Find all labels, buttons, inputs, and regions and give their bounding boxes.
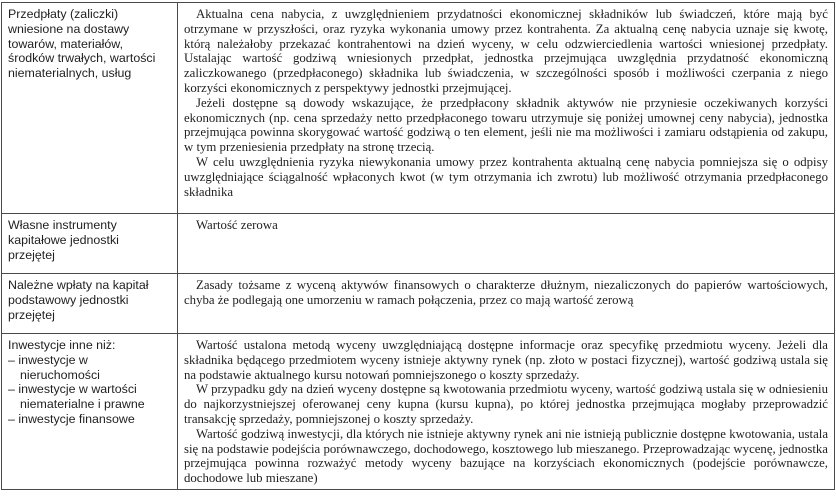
description-paragraph: W celu uwzględnienia ryzyka niewykonania umowy przez kontrahenta aktualną cenę nabycia pomniejsza się o odpisy uwzględniające ściągalność wpłaconych kwot (w tym otrzymania ich zwrotu) lub możliwość otrzymania przedpłaconego składnika xyxy=(184,154,828,199)
description-paragraph: W przypadku gdy na dzień wyceny dostępne są kwotowania przedmiotu wyceny, wartość godziwą ustala się w odniesieniu do najkorzystniejszej oferowanej ceny kupna (kursu kupna), po której jednostka przejmująca mogłaby przeprowadzić transakcję sprzedaży, pomniejszonej o koszty sprzedaży. xyxy=(184,382,828,426)
description-paragraph: Aktualna cena nabycia, z uwzględnieniem przydatności ekonomicznej składników lub świadczeń, które mają być otrzymane w przyszłości, oraz ryzyka wykonania umowy przez kontrahenta. Za aktualną cenę nabycia uznaje się kwotę, którą należałoby przekazać kontrahentowi na dzień wyceny, w celu odzwierciedlenia wartości wniesionej przedpłaty. Ustalając wartość godziwą wniesionych przedpłat, jednostka przejmująca uwzględnia przydatność ekonomiczną zaliczkowanego (przedpłaconego) składnika lub świadczenia, w szczególności sposób i możliwości czerpania z niego korzyści ekonomicznych z perspektywy jednostki przejmującej. xyxy=(184,7,828,95)
row-label-line: Własne instrumenty xyxy=(8,218,117,232)
row-label-line: środków trwałych, wartości xyxy=(8,51,156,66)
row-label-cell xyxy=(2,334,178,490)
row-label-line: towarów, materiałów, xyxy=(8,36,124,51)
table-row xyxy=(2,214,835,274)
row-label-line: przejętej xyxy=(8,307,55,322)
description-paragraph: Wartość ustalona metodą wyceny uwzględniającą dostępne informacje oraz specyfikę przedmiotu wyceny. Jeżeli dla składnika będącego przedmiotem wyceny istnieje aktywny rynek (np. złoto w postaci fizycznej), wartość godziwą ustala się na podstawie aktualnego kursu notowań pomniejszonego o koszty sprzedaży. xyxy=(184,338,828,382)
row-label-line: wniesione na dostawy xyxy=(8,21,130,36)
description-paragraph: Zasady tożsame z wyceną aktywów finansowych o charakterze dłużnym, niezaliczonych do papierów wartościowych, chyba że podlegają one umorzeniu w ramach połączenia, przez co mają wartość zerową xyxy=(184,278,828,307)
table-row xyxy=(2,3,835,214)
description-paragraph: Jeżeli dostępne są dowody wskazujące, że przedpłacony składnik aktywów nie przyniesie oczekiwanych korzyści ekonomicznych (np. cena sprzedaży netto przedpłaconego towaru utrzymuje się poniżej umownej ceny nabycia), jednostka przejmująca powinna skorygować wartość godziwą o ten element, jeśli nie ma możliwości i zamiaru odstąpienia od zakupu, w tym przeniesienia przedpłaty na stronę trzecią. xyxy=(184,95,828,155)
row-label-line: kapitałowe jednostki xyxy=(8,232,119,247)
row-label-cell xyxy=(2,3,178,214)
row-label-line: niematerialnych, usług xyxy=(8,66,132,81)
row-label-line: Inwestycje inne niż: xyxy=(8,338,116,352)
description-paragraph: Wartość godziwą inwestycji, dla których nie istnieje aktywny rynek ani nie istnieją publicznie dostępne kwotowania, ustala się na podstawie podejścia porównawczego, dochodowego, kosztowego lub mieszanego. Przeprowadzając wycenę, jednostka przejmująca powinna rozważyć metody wyceny bazujące na korzyściach ekonomicznych (podejście porównawcze, dochodowe lub mieszane) xyxy=(184,426,828,486)
bullet-item: – inwestycje finansowe xyxy=(8,411,135,426)
row-label-line: podstawowy jednostki xyxy=(8,292,129,307)
table-row xyxy=(2,334,835,490)
row-label-cell xyxy=(2,274,178,334)
row-label-line: przejętej xyxy=(8,247,55,262)
row-label-line: Należne wpłaty na kapitał xyxy=(8,278,149,292)
bullet-item: – inwestycje w nieruchomości xyxy=(8,352,100,382)
row-description-cell xyxy=(178,214,835,274)
row-description-cell xyxy=(178,3,835,214)
bullet-item: – inwestycje w wartości niematerialne i prawne xyxy=(8,382,145,412)
row-description-cell xyxy=(178,274,835,334)
row-label-line: Przedpłaty (zaliczki) xyxy=(8,7,119,21)
row-description-cell xyxy=(178,334,835,490)
description-paragraph: Wartość zerowa xyxy=(196,218,278,232)
valuation-table xyxy=(1,2,835,490)
row-label-cell xyxy=(2,214,178,274)
table-row xyxy=(2,274,835,334)
